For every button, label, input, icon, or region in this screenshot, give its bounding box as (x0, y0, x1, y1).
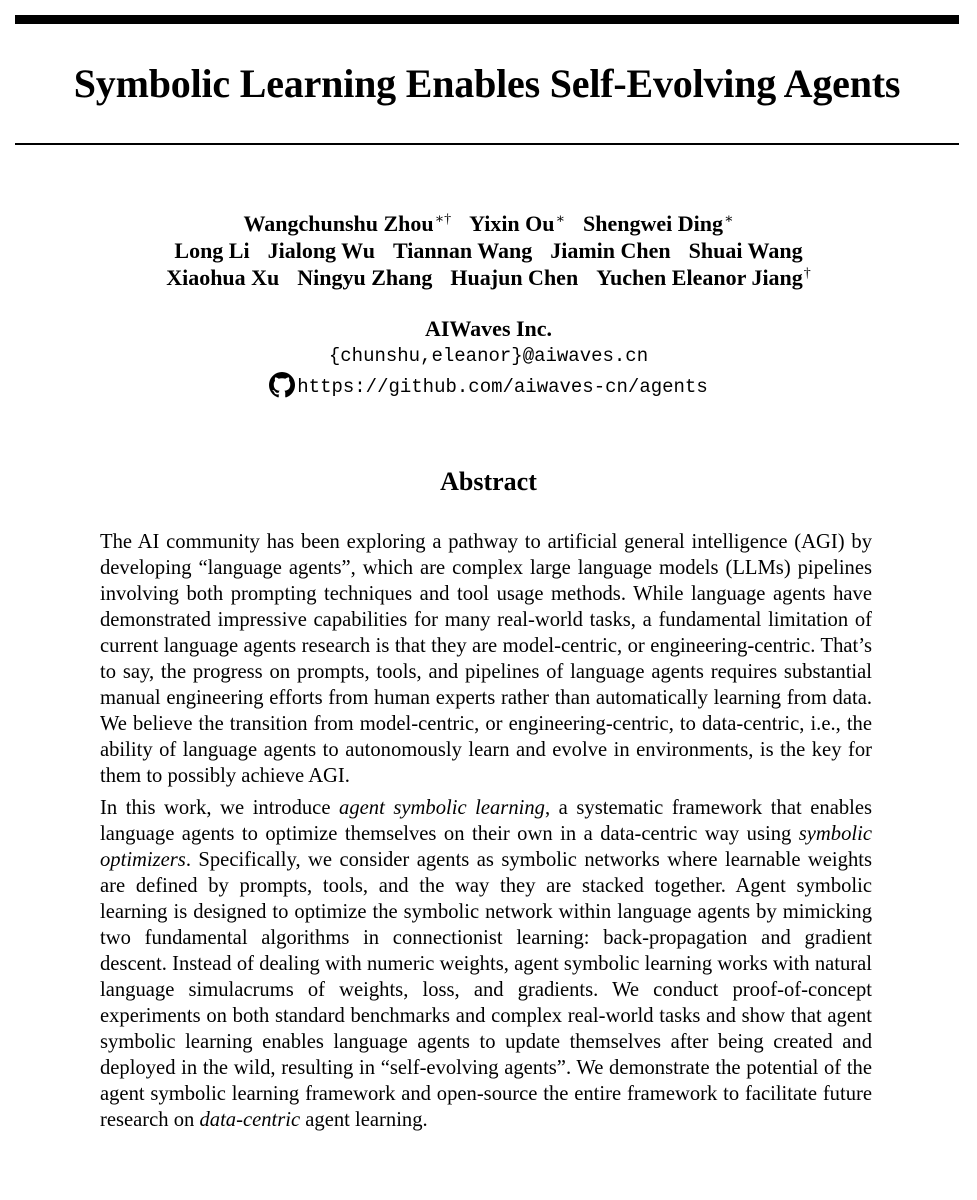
paragraph-text: In this work, we introduce (100, 797, 340, 819)
author-name: Yuchen Eleanor Jiang† (596, 265, 811, 290)
abstract-heading: Abstract (440, 467, 537, 496)
emphasized-text: agent symbolic learning (339, 797, 545, 819)
title-rule-bottom (15, 143, 959, 145)
paragraph-text: agent learning. (300, 1109, 428, 1131)
repository-link[interactable] (0, 372, 977, 401)
paragraph-text: The AI community has been exploring a pathway to artificial general intelligence (AGI) by developing “language agents”, which are complex large language models (LLMs) pipelines involving both prompting techniques and tool usage methods. While language agents have demonstrated impressive capabilities for many real-world tasks, a fundamental limitation of current language agents research is that they are model-centric, or engineering-centric. That’s to say, the progress on prompts, tools, and pipelines of language agents requires substantial manual engineering efforts from human experts rather than automatically learning from data. We believe the transition from model-centric, or engineering-centric, to data-centric, i.e., the ability of language agents to autonomously learn and evolve in environments, is the key for them to possibly achieve AGI. (100, 531, 872, 787)
title-rule-top (15, 15, 959, 24)
abstract-paragraph (100, 795, 872, 1133)
author-affiliation-mark: † (803, 266, 811, 281)
author-name: Ningyu Zhang (297, 265, 433, 290)
github-icon (269, 372, 295, 398)
author-name: Xiaohua Xu (166, 265, 280, 290)
author-name: Shengwei Ding∗ (583, 211, 734, 236)
author-line (0, 237, 977, 264)
paper-title: Symbolic Learning Enables Self-Evolving Agents (73, 61, 901, 106)
author-line (0, 264, 977, 291)
author-name: Wangchunshu Zhou∗† (243, 211, 452, 236)
author-list (0, 210, 977, 291)
abstract-body (100, 529, 872, 1139)
abstract-paragraph (100, 529, 872, 789)
author-name: Tiannan Wang (393, 238, 533, 263)
author-name: Long Li (174, 238, 250, 263)
author-line (0, 210, 977, 237)
author-name: Huajun Chen (450, 265, 579, 290)
author-affiliation-mark: ∗ (724, 212, 734, 227)
author-name: Yixin Ou∗ (469, 211, 566, 236)
affiliation: AIWaves Inc. (424, 316, 553, 341)
author-name: Jiamin Chen (550, 238, 671, 263)
emphasized-text: data-centric (199, 1109, 301, 1131)
author-affiliation-mark: ∗ (555, 212, 566, 227)
author-name: Shuai Wang (688, 238, 803, 263)
contact-email[interactable]: {chunshu,eleanor}@aiwaves.cn (328, 345, 649, 367)
author-name: Jialong Wu (267, 238, 375, 263)
paragraph-text: . Specifically, we consider agents as symbolic networks where learnable weights are defined by prompts, tools, and the way they are stacked together. Agent symbolic learning is designed to optimize the symbolic network within language agents by mimicking two fundamental algorithms in connectionist learning: back-propagation and gradient descent. Instead of dealing with numeric weights, agent symbolic learning works with natural language simulacrums of weights, loss, and gradients. We conduct proof-of-concept experiments on both standard benchmarks and complex real-world tasks and show that agent symbolic learning enables language agents to update themselves after being created and deployed in the wild, resulting in “self-evolving agents”. We demonstrate the potential of the agent symbolic learning framework and open-source the entire framework to facilitate future research on (100, 849, 872, 1131)
paragraph-text: , a systematic framework that enables language agents to optimize themselves on their own in a data-centric way using (100, 797, 873, 845)
repository-url[interactable]: https://github.com/aiwaves-cn/agents (297, 376, 708, 398)
author-affiliation-mark: ∗† (434, 212, 452, 227)
emphasized-text: symbolic optimizers (100, 823, 872, 871)
